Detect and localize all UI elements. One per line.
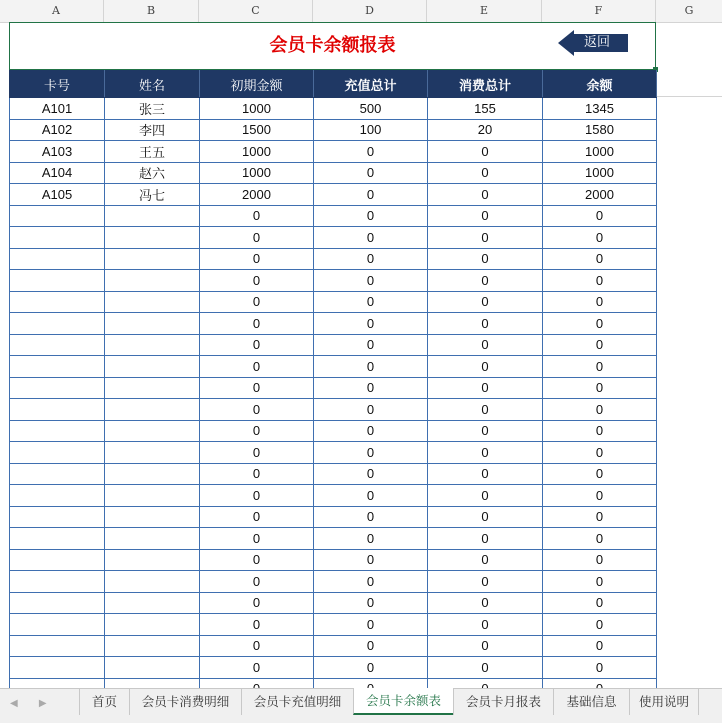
cell-name[interactable] bbox=[105, 291, 200, 313]
cell-recharge-total[interactable]: 0 bbox=[314, 162, 428, 184]
table-row bbox=[10, 227, 657, 249]
cell-card-no[interactable] bbox=[10, 420, 105, 442]
cell-name[interactable] bbox=[105, 313, 200, 335]
table-row bbox=[10, 141, 657, 163]
cell-card-no[interactable] bbox=[10, 614, 105, 636]
cell-consume-total[interactable]: 0 bbox=[428, 571, 543, 593]
cell-recharge-total[interactable]: 0 bbox=[314, 184, 428, 206]
table-row bbox=[10, 205, 657, 227]
table-row bbox=[10, 399, 657, 421]
cell-balance[interactable]: 1345 bbox=[543, 98, 657, 120]
cell-initial-amount[interactable]: 0 bbox=[200, 205, 314, 227]
cell-recharge-total[interactable]: 0 bbox=[314, 442, 428, 464]
table-row bbox=[10, 98, 657, 120]
table-row bbox=[10, 592, 657, 614]
cell-card-no[interactable] bbox=[10, 571, 105, 593]
cell-recharge-total[interactable]: 0 bbox=[314, 506, 428, 528]
column-header-g[interactable]: G bbox=[684, 4, 694, 17]
cell-recharge-total[interactable]: 0 bbox=[314, 635, 428, 657]
back-button[interactable] bbox=[558, 30, 628, 56]
table-row bbox=[10, 291, 657, 313]
cell-initial-amount[interactable]: 0 bbox=[200, 420, 314, 442]
cell-initial-amount[interactable]: 0 bbox=[200, 248, 314, 270]
cell-balance[interactable]: 0 bbox=[543, 571, 657, 593]
cell-consume-total[interactable]: 0 bbox=[428, 162, 543, 184]
table-row bbox=[10, 571, 657, 593]
cell-card-no[interactable] bbox=[10, 657, 105, 679]
tab-prev-icon[interactable]: ◀ bbox=[10, 698, 18, 709]
cell-consume-total[interactable]: 0 bbox=[428, 420, 543, 442]
cell-balance[interactable]: 0 bbox=[543, 592, 657, 614]
tab-balance-report[interactable]: 会员卡余额表 bbox=[353, 688, 453, 715]
cell-card-no[interactable] bbox=[10, 506, 105, 528]
cell-card-no[interactable] bbox=[10, 442, 105, 464]
cell-recharge-total[interactable]: 0 bbox=[314, 549, 428, 571]
cell-balance[interactable]: 0 bbox=[543, 614, 657, 636]
header-initial-amount[interactable]: 初期金额 bbox=[200, 71, 314, 98]
cell-consume-total[interactable]: 0 bbox=[428, 227, 543, 249]
cell-consume-total[interactable]: 0 bbox=[428, 442, 543, 464]
cell-name[interactable] bbox=[105, 227, 200, 249]
cell-name[interactable] bbox=[105, 592, 200, 614]
cell-initial-amount[interactable]: 1000 bbox=[200, 162, 314, 184]
cell-recharge-total[interactable]: 0 bbox=[314, 377, 428, 399]
cell-card-no[interactable] bbox=[10, 399, 105, 421]
column-header-e[interactable]: E bbox=[427, 0, 542, 22]
cell-consume-total[interactable]: 0 bbox=[428, 614, 543, 636]
cell-initial-amount[interactable]: 0 bbox=[200, 571, 314, 593]
cell-recharge-total[interactable]: 0 bbox=[314, 248, 428, 270]
cell-initial-amount[interactable]: 0 bbox=[200, 356, 314, 378]
cell-balance[interactable]: 0 bbox=[543, 334, 657, 356]
cell-initial-amount[interactable]: 0 bbox=[200, 291, 314, 313]
cell-name[interactable] bbox=[105, 377, 200, 399]
cell-name[interactable] bbox=[105, 463, 200, 485]
cell-consume-total[interactable]: 0 bbox=[428, 485, 543, 507]
cell-card-no[interactable] bbox=[10, 463, 105, 485]
table-row bbox=[10, 506, 657, 528]
cell-consume-total[interactable]: 0 bbox=[428, 291, 543, 313]
table-row bbox=[10, 119, 657, 141]
header-card-no[interactable]: 卡号 bbox=[10, 71, 105, 98]
cell-card-no[interactable] bbox=[10, 528, 105, 550]
cell-consume-total[interactable]: 0 bbox=[428, 248, 543, 270]
tab-instructions[interactable]: 使用说明 bbox=[629, 689, 699, 715]
header-consume-total[interactable]: 消费总计 bbox=[428, 71, 543, 98]
table-row bbox=[10, 248, 657, 270]
cell-balance[interactable]: 0 bbox=[543, 291, 657, 313]
cell-balance[interactable]: 0 bbox=[543, 248, 657, 270]
cell-balance[interactable]: 0 bbox=[543, 506, 657, 528]
cell-recharge-total[interactable]: 0 bbox=[314, 399, 428, 421]
cell-recharge-total[interactable]: 0 bbox=[314, 420, 428, 442]
balance-table bbox=[9, 70, 657, 700]
cell-name[interactable] bbox=[105, 528, 200, 550]
cell-consume-total[interactable]: 20 bbox=[428, 119, 543, 141]
cell-balance[interactable]: 0 bbox=[543, 420, 657, 442]
cell-card-no[interactable]: A101 bbox=[10, 98, 105, 120]
cell-consume-total[interactable]: 0 bbox=[428, 377, 543, 399]
cell-card-no[interactable] bbox=[10, 313, 105, 335]
cell-consume-total[interactable]: 0 bbox=[428, 356, 543, 378]
cell-initial-amount[interactable]: 1000 bbox=[200, 98, 314, 120]
cell-name[interactable] bbox=[105, 270, 200, 292]
cell-consume-total[interactable]: 0 bbox=[428, 592, 543, 614]
cell-recharge-total[interactable]: 0 bbox=[314, 356, 428, 378]
cell-initial-amount[interactable]: 0 bbox=[200, 334, 314, 356]
cell-name[interactable] bbox=[105, 442, 200, 464]
table-row bbox=[10, 463, 657, 485]
cell-name[interactable] bbox=[105, 399, 200, 421]
cell-initial-amount[interactable]: 0 bbox=[200, 485, 314, 507]
table-row bbox=[10, 162, 657, 184]
table-row bbox=[10, 485, 657, 507]
cell-initial-amount[interactable]: 0 bbox=[200, 592, 314, 614]
cell-recharge-total[interactable]: 0 bbox=[314, 614, 428, 636]
cell-name[interactable] bbox=[105, 420, 200, 442]
back-button-label: 返回 bbox=[584, 35, 611, 50]
column-header-b[interactable]: B bbox=[104, 0, 199, 22]
cell-card-no[interactable] bbox=[10, 356, 105, 378]
cell-recharge-total[interactable]: 0 bbox=[314, 334, 428, 356]
tab-consume-detail[interactable]: 会员卡消费明细 bbox=[129, 689, 241, 715]
cell-name[interactable] bbox=[105, 549, 200, 571]
cell-consume-total[interactable]: 0 bbox=[428, 657, 543, 679]
cell-initial-amount[interactable]: 1500 bbox=[200, 119, 314, 141]
cell-card-no[interactable] bbox=[10, 270, 105, 292]
cell-name[interactable] bbox=[105, 657, 200, 679]
cell-balance[interactable]: 0 bbox=[543, 356, 657, 378]
cell-card-no[interactable] bbox=[10, 549, 105, 571]
tab-home[interactable]: 首页 bbox=[79, 689, 129, 715]
cell-recharge-total[interactable]: 0 bbox=[314, 657, 428, 679]
cell-consume-total[interactable]: 0 bbox=[428, 528, 543, 550]
cell-card-no[interactable] bbox=[10, 248, 105, 270]
cell-name[interactable]: 王五 bbox=[105, 141, 200, 163]
cell-balance[interactable]: 0 bbox=[543, 463, 657, 485]
cell-recharge-total[interactable]: 0 bbox=[314, 528, 428, 550]
cell-balance[interactable]: 0 bbox=[543, 549, 657, 571]
cell-balance[interactable]: 1000 bbox=[543, 141, 657, 163]
cell-recharge-total[interactable]: 500 bbox=[314, 98, 428, 120]
cell-card-no[interactable] bbox=[10, 635, 105, 657]
cell-card-no[interactable]: A104 bbox=[10, 162, 105, 184]
header-recharge-total[interactable]: 充值总计 bbox=[314, 71, 428, 98]
cell-consume-total[interactable]: 0 bbox=[428, 506, 543, 528]
tab-basic-info[interactable]: 基础信息 bbox=[553, 689, 629, 715]
cell-consume-total[interactable]: 0 bbox=[428, 141, 543, 163]
divider bbox=[656, 96, 722, 97]
cell-initial-amount[interactable]: 0 bbox=[200, 442, 314, 464]
cell-card-no[interactable] bbox=[10, 205, 105, 227]
column-header-a[interactable]: A bbox=[9, 0, 104, 22]
cell-recharge-total[interactable]: 0 bbox=[314, 463, 428, 485]
title-cell[interactable] bbox=[9, 22, 656, 70]
table-row bbox=[10, 657, 657, 679]
cell-balance[interactable]: 0 bbox=[543, 442, 657, 464]
table-row bbox=[10, 635, 657, 657]
cell-initial-amount[interactable]: 0 bbox=[200, 657, 314, 679]
cell-initial-amount[interactable]: 1000 bbox=[200, 141, 314, 163]
tab-next-icon[interactable]: ▶ bbox=[38, 698, 47, 709]
cell-card-no[interactable]: A105 bbox=[10, 184, 105, 206]
sheet-tab-bar bbox=[0, 688, 722, 723]
cell-balance[interactable]: 2000 bbox=[543, 184, 657, 206]
cell-consume-total[interactable]: 0 bbox=[428, 463, 543, 485]
header-balance[interactable]: 余额 bbox=[543, 71, 657, 98]
cell-balance[interactable]: 0 bbox=[543, 399, 657, 421]
cell-consume-total[interactable]: 0 bbox=[428, 549, 543, 571]
cell-card-no[interactable] bbox=[10, 334, 105, 356]
cell-balance[interactable]: 0 bbox=[543, 377, 657, 399]
cell-balance[interactable]: 0 bbox=[543, 227, 657, 249]
cell-balance[interactable]: 1000 bbox=[543, 162, 657, 184]
cell-name[interactable] bbox=[105, 205, 200, 227]
cell-recharge-total[interactable]: 0 bbox=[314, 141, 428, 163]
cell-balance[interactable]: 0 bbox=[543, 528, 657, 550]
cell-name[interactable] bbox=[105, 248, 200, 270]
table-row bbox=[10, 313, 657, 335]
cell-card-no[interactable] bbox=[10, 291, 105, 313]
cell-initial-amount[interactable]: 2000 bbox=[200, 184, 314, 206]
cell-name[interactable]: 冯七 bbox=[105, 184, 200, 206]
header-name[interactable]: 姓名 bbox=[105, 71, 200, 98]
cell-balance[interactable]: 0 bbox=[543, 205, 657, 227]
cell-consume-total[interactable]: 0 bbox=[428, 635, 543, 657]
table-row bbox=[10, 334, 657, 356]
cell-card-no[interactable] bbox=[10, 592, 105, 614]
cell-name[interactable] bbox=[105, 485, 200, 507]
cell-name[interactable] bbox=[105, 614, 200, 636]
column-header-d[interactable]: D bbox=[313, 0, 427, 22]
cell-recharge-total[interactable]: 0 bbox=[314, 291, 428, 313]
cell-initial-amount[interactable]: 0 bbox=[200, 399, 314, 421]
tab-monthly-report[interactable]: 会员卡月报表 bbox=[453, 689, 553, 715]
table-row bbox=[10, 442, 657, 464]
cell-name[interactable]: 张三 bbox=[105, 98, 200, 120]
column-header-f[interactable]: F bbox=[542, 0, 656, 22]
cell-balance[interactable]: 0 bbox=[543, 485, 657, 507]
cell-recharge-total[interactable]: 0 bbox=[314, 485, 428, 507]
cell-balance[interactable]: 0 bbox=[543, 270, 657, 292]
cell-consume-total[interactable]: 0 bbox=[428, 399, 543, 421]
cell-recharge-total[interactable]: 0 bbox=[314, 571, 428, 593]
table-row bbox=[10, 528, 657, 550]
cell-initial-amount[interactable]: 0 bbox=[200, 377, 314, 399]
cell-initial-amount[interactable]: 0 bbox=[200, 227, 314, 249]
cell-card-no[interactable]: A103 bbox=[10, 141, 105, 163]
cell-recharge-total[interactable]: 0 bbox=[314, 270, 428, 292]
cell-initial-amount[interactable]: 0 bbox=[200, 270, 314, 292]
cell-initial-amount[interactable]: 0 bbox=[200, 313, 314, 335]
cell-balance[interactable]: 0 bbox=[543, 635, 657, 657]
cell-recharge-total[interactable]: 0 bbox=[314, 592, 428, 614]
cell-card-no[interactable] bbox=[10, 227, 105, 249]
cell-name[interactable] bbox=[105, 635, 200, 657]
cell-card-no[interactable] bbox=[10, 377, 105, 399]
table-row bbox=[10, 549, 657, 571]
cell-consume-total[interactable]: 0 bbox=[428, 205, 543, 227]
cell-initial-amount[interactable]: 0 bbox=[200, 549, 314, 571]
cell-name[interactable]: 赵六 bbox=[105, 162, 200, 184]
cell-consume-total[interactable]: 155 bbox=[428, 98, 543, 120]
cell-consume-total[interactable]: 0 bbox=[428, 313, 543, 335]
table-row bbox=[10, 614, 657, 636]
table-row bbox=[10, 377, 657, 399]
cell-recharge-total[interactable]: 0 bbox=[314, 227, 428, 249]
cell-consume-total[interactable]: 0 bbox=[428, 184, 543, 206]
cell-recharge-total[interactable]: 0 bbox=[314, 205, 428, 227]
cell-name[interactable] bbox=[105, 356, 200, 378]
table-row bbox=[10, 270, 657, 292]
table-row bbox=[10, 356, 657, 378]
cell-consume-total[interactable]: 0 bbox=[428, 334, 543, 356]
cell-name[interactable] bbox=[105, 334, 200, 356]
tab-recharge-detail[interactable]: 会员卡充值明细 bbox=[241, 689, 353, 715]
column-header-c[interactable]: C bbox=[199, 0, 313, 22]
cell-recharge-total[interactable]: 0 bbox=[314, 313, 428, 335]
table-row bbox=[10, 184, 657, 206]
cell-name[interactable] bbox=[105, 571, 200, 593]
cell-initial-amount[interactable]: 0 bbox=[200, 528, 314, 550]
tab-nav-arrows[interactable] bbox=[10, 698, 70, 714]
cell-initial-amount[interactable]: 0 bbox=[200, 506, 314, 528]
cell-consume-total[interactable]: 0 bbox=[428, 270, 543, 292]
report-title: 会员卡余额报表 bbox=[269, 35, 396, 56]
column-header-row bbox=[0, 0, 722, 23]
cell-initial-amount[interactable]: 0 bbox=[200, 635, 314, 657]
cell-name[interactable]: 李四 bbox=[105, 119, 200, 141]
cell-balance[interactable]: 0 bbox=[543, 657, 657, 679]
table-header-row bbox=[10, 71, 657, 98]
cell-recharge-total[interactable]: 100 bbox=[314, 119, 428, 141]
cell-balance[interactable]: 1580 bbox=[543, 119, 657, 141]
cell-card-no[interactable] bbox=[10, 485, 105, 507]
cell-balance[interactable]: 0 bbox=[543, 313, 657, 335]
table-row bbox=[10, 420, 657, 442]
cell-initial-amount[interactable]: 0 bbox=[200, 614, 314, 636]
cell-card-no[interactable]: A102 bbox=[10, 119, 105, 141]
cell-initial-amount[interactable]: 0 bbox=[200, 463, 314, 485]
cell-name[interactable] bbox=[105, 506, 200, 528]
